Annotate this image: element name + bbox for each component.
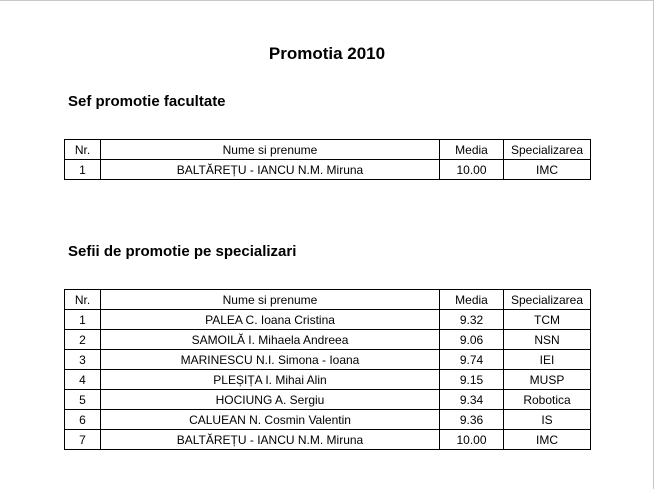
table-row <box>65 310 591 330</box>
cell-media: 9.74 <box>440 350 504 370</box>
cell-nr: 3 <box>65 350 101 370</box>
page-top-border <box>0 0 654 1</box>
column-header-media: Media <box>440 140 504 160</box>
cell-name: CALUEAN N. Cosmin Valentin <box>101 410 440 430</box>
cell-media: 9.32 <box>440 310 504 330</box>
cell-media: 9.34 <box>440 390 504 410</box>
cell-name: PALEA C. Ioana Cristina <box>101 310 440 330</box>
table-row <box>65 390 591 410</box>
cell-nr: 6 <box>65 410 101 430</box>
cell-name: BALTĂREȚU - IANCU N.M. Miruna <box>101 430 440 450</box>
cell-spec: IMC <box>504 160 591 180</box>
table-row <box>65 350 591 370</box>
cell-spec: MUSP <box>504 370 591 390</box>
cell-media: 9.06 <box>440 330 504 350</box>
section-heading-specializations: Sefii de promotie pe specializari <box>68 243 297 260</box>
cell-name: BALTĂREȚU - IANCU N.M. Miruna <box>101 160 440 180</box>
table-row <box>65 160 591 180</box>
cell-name: SAMOILĂ I. Mihaela Andreea <box>101 330 440 350</box>
cell-name: PLEȘIȚA I. Mihai Alin <box>101 370 440 390</box>
table-row <box>65 370 591 390</box>
column-header-media: Media <box>440 290 504 310</box>
cell-spec: IEI <box>504 350 591 370</box>
table-row <box>65 330 591 350</box>
table-row <box>65 410 591 430</box>
cell-nr: 1 <box>65 160 101 180</box>
cell-media: 9.15 <box>440 370 504 390</box>
cell-name: HOCIUNG A. Sergiu <box>101 390 440 410</box>
cell-spec: TCM <box>504 310 591 330</box>
cell-name: MARINESCU N.I. Simona - Ioana <box>101 350 440 370</box>
table-header-row <box>65 290 591 310</box>
cell-media: 9.36 <box>440 410 504 430</box>
cell-spec: NSN <box>504 330 591 350</box>
column-header-name: Nume si prenume <box>101 140 440 160</box>
column-header-name: Nume si prenume <box>101 290 440 310</box>
page-title: Promotia 2010 <box>268 44 386 63</box>
cell-nr: 1 <box>65 310 101 330</box>
cell-spec: IS <box>504 410 591 430</box>
cell-media: 10.00 <box>440 430 504 450</box>
cell-spec: Robotica <box>504 390 591 410</box>
column-header-nr: Nr. <box>65 140 101 160</box>
cell-nr: 5 <box>65 390 101 410</box>
column-header-nr: Nr. <box>65 290 101 310</box>
table-header-row <box>65 140 591 160</box>
table-row <box>65 430 591 450</box>
column-header-spec: Specializarea <box>504 290 591 310</box>
specialization-top-table <box>64 289 591 450</box>
cell-media: 10.00 <box>440 160 504 180</box>
cell-spec: IMC <box>504 430 591 450</box>
section-heading-faculty: Sef promotie facultate <box>68 93 226 110</box>
cell-nr: 2 <box>65 330 101 350</box>
column-header-spec: Specializarea <box>504 140 591 160</box>
cell-nr: 4 <box>65 370 101 390</box>
faculty-top-table <box>64 139 591 180</box>
cell-nr: 7 <box>65 430 101 450</box>
